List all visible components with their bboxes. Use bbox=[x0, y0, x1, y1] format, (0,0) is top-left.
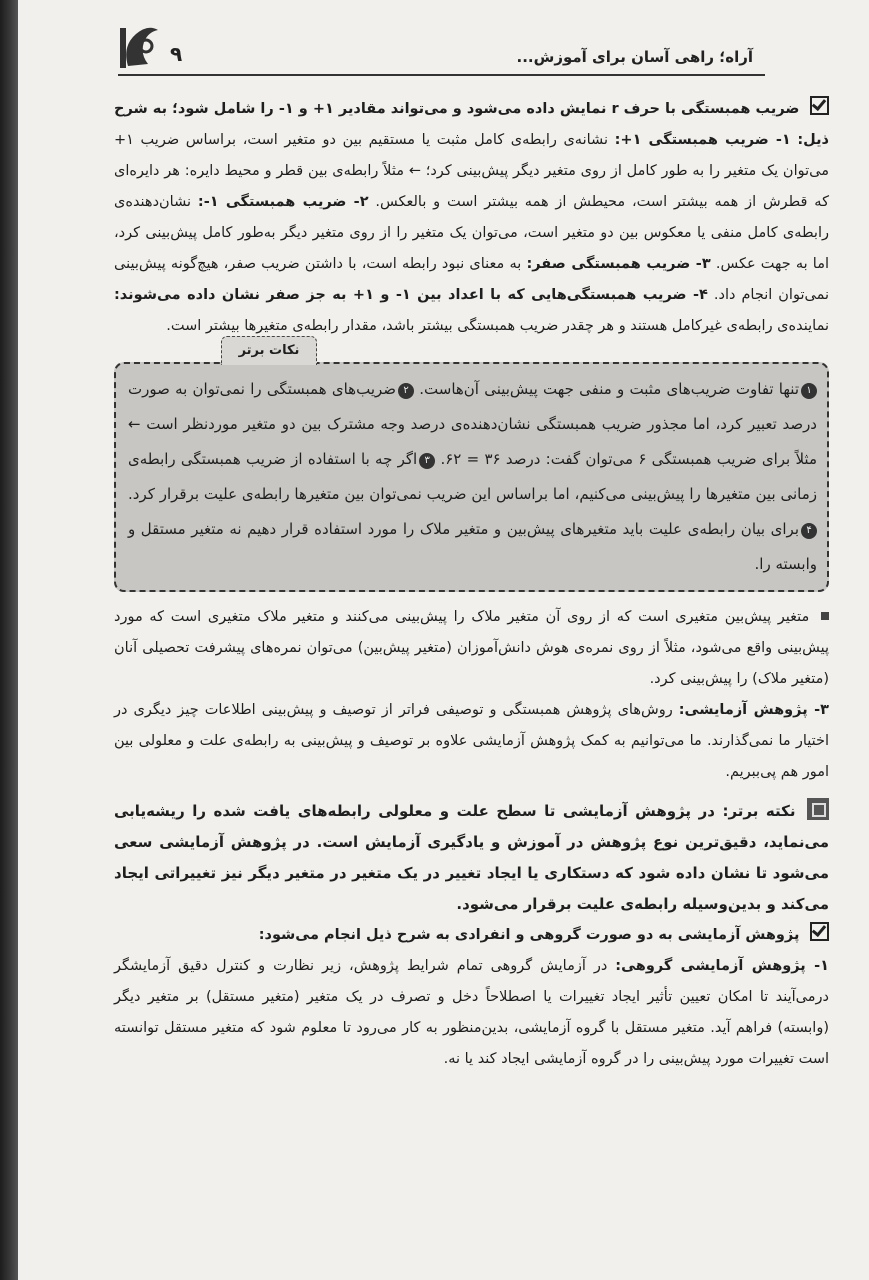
number-badge-4: ۴ bbox=[801, 523, 817, 539]
number-badge-2: ۲ bbox=[398, 383, 414, 399]
group-experiment-paragraph bbox=[114, 951, 829, 1075]
item-4-label: ۴- ضریب همبستگی‌هایی که با اعداد بین ۱- و ۱+ به جز صفر نشان داده می‌شوند: bbox=[114, 287, 708, 303]
header-rule bbox=[118, 74, 765, 76]
note-label: نکته برتر: bbox=[722, 802, 796, 820]
item-3-label: ۳- ضریب همبستگی صفر: bbox=[526, 256, 711, 272]
group-experiment-label: ۱- پژوهش آزمایشی گروهی: bbox=[615, 958, 829, 974]
item-1-label: ۱- ضریب همبستگی ۱+: bbox=[614, 132, 791, 148]
tips-tab bbox=[221, 336, 317, 365]
item-3-text: به معنای نبود رابطه است، با داشتن ضریب صفر، هیچ‌گونه پیش‌بینی نمی‌توان انجام داد. bbox=[114, 256, 829, 303]
tip-4: برای بیان رابطه‌ی علیت باید متغیرهای پیش‌بین و متغیر ملاک را مورد استفاده قرار دهیم نه متغیر مستقل و وابسته را. bbox=[128, 520, 817, 573]
tips-box bbox=[114, 362, 829, 592]
correlation-paragraph bbox=[114, 94, 829, 342]
publisher-logo-icon bbox=[118, 18, 166, 76]
item-2-text: نشان‌دهنده‌ی رابطه‌ی کامل منفی یا معکوس بین دو متغیر است، می‌توان یک متغیر را از روی متغیر دیگر به‌طور کامل پیش‌بینی کرد، اما به جهت عکس. bbox=[114, 194, 830, 272]
predictor-paragraph bbox=[114, 602, 829, 695]
top-note bbox=[114, 796, 829, 920]
note-text: در پژوهش آزمایشی تا سطح علت و معلولی رابطه‌های یافت شده را ریشه‌یابی می‌نماید، دقیق‌ترین نوع پژوهش در آموزش و یادگیری آزمایش است. در پژوهش آزمایشی سعی می‌شود تا نشان داده شود که دستکاری یا ایجاد تغییر در یک متغیر در متغیر دیگر نیز تغییراتی ایجاد می‌کند و بدین‌وسیله رابطه‌ی علیت برقرار می‌شود. bbox=[114, 802, 829, 913]
item-1-text: نشانه‌ی رابطه‌ی کامل مثبت یا مستقیم بین دو متغیر است، براساس ضریب ۱+ می‌توان یک متغیر را به طور کامل از روی متغیر دیگر پیش‌بینی کرد؛ ← مثلاً رابطه‌ی بین قطر و محیط دایره: هر دایره‌ای که قطرش از همه بیشتر است، محیطش از همه بیشتر است و بالعکس. bbox=[114, 132, 829, 210]
bullet-square-icon bbox=[821, 612, 829, 620]
running-title: آراه؛ راهی آسان برای آموزش... bbox=[516, 48, 753, 66]
tip-3: اگر چه با استفاده از ضریب همبستگی رابطه‌ی زمانی بین متغیرها را پیش‌بینی می‌کنیم، اما براساس این ضریب نمی‌توان بین متغیرها رابطه‌ی علیت برقرار کرد. bbox=[128, 450, 817, 503]
types-paragraph bbox=[114, 920, 829, 951]
note-icon bbox=[807, 798, 829, 820]
book-binding bbox=[0, 0, 18, 1280]
tips-section bbox=[114, 343, 829, 592]
item-4-text: نماینده‌ی رابطه‌ی غیرکامل هستند و هر چقدر ضریب همبستگی بیشتر باشد، مقدار رابطه‌ی متغیرها بیشتر است. bbox=[166, 318, 829, 334]
tip-2: ضریب‌های همبستگی را نمی‌توان به صورت درصد تعبیر کرد، اما مجذور ضریب همبستگی نشان‌دهنده‌ی درصد وجه مشترک بین دو متغیر موردنظر است ← مثلاً برای ضریب همبستگی ۶ می‌توان گفت: درصد ۳۶ = ۶۲. bbox=[128, 380, 817, 468]
page-number: ۹ bbox=[170, 42, 183, 66]
experimental-label: ۳- پژوهش آزمایشی: bbox=[678, 702, 829, 718]
book-page bbox=[18, 0, 869, 1280]
correlation-intro: ضریب همبستگی با حرف r نمایش داده می‌شود و می‌تواند مقادیر ۱+ و ۱- را شامل شود؛ به شرح ذیل: bbox=[114, 101, 829, 148]
types-text: پژوهش آزمایشی به دو صورت گروهی و انفرادی به شرح ذیل انجام می‌شود: bbox=[258, 927, 800, 943]
tips-tab-label: نکات برتر bbox=[238, 343, 300, 358]
page-body bbox=[114, 94, 829, 1075]
number-badge-1: ۱ bbox=[801, 383, 817, 399]
experimental-paragraph bbox=[114, 695, 829, 788]
number-badge-3: ۳ bbox=[419, 453, 435, 469]
tip-1: تنها تفاوت ضریب‌های مثبت و منفی جهت پیش‌بینی آن‌هاست. bbox=[419, 380, 799, 398]
page-header bbox=[118, 40, 845, 82]
group-experiment-text: در آزمایش گروهی تمام شرایط پژوهش، زیر نظارت و کنترل دقیق آزمایشگر درمی‌آیند تا امکان تعیین تأثیر ایجاد تغییرات یا اصطلاحاً دخل و تصرف در یک متغیر (متغیر مستقل) بر متغیر دیگر (وابسته) فراهم آید. متغیر مستقل با گروه آزمایشی، بدین‌منظور به کار می‌رود تا معلوم شود که متغیر مستقل توانسته است تغییرات مورد پیش‌بینی را در گروه آزمایشی ایجاد کند یا نه. bbox=[114, 958, 829, 1067]
item-2-label: ۲- ضریب همبستگی ۱-: bbox=[197, 194, 369, 210]
checkbox-icon bbox=[810, 922, 829, 941]
predictor-text: متغیر پیش‌بین متغیری است که از روی آن متغیر ملاک را پیش‌بینی می‌کنند و متغیر ملاک متغیری است که مورد پیش‌بینی واقع می‌شود، مثلاً از روی نمره‌ی هوش دانش‌آموزان (متغیر پیش‌بین) می‌توان نمره‌های پیشرفت تحصیلی آنان (متغیر ملاک) را پیش‌بینی کرد. bbox=[114, 609, 829, 687]
checkbox-icon bbox=[810, 96, 829, 115]
experimental-text: روش‌های پژوهش همبستگی و توصیفی فراتر از توصیف و پیش‌بینی اطلاعات چیز دیگری در اختیار ما نمی‌گذارند. ما می‌توانیم به کمک پژوهش آزمایشی علاوه بر توصیف و پیش‌بینی به رابطه‌ی علت و معلولی بین امور هم پی‌ببریم. bbox=[114, 702, 829, 780]
